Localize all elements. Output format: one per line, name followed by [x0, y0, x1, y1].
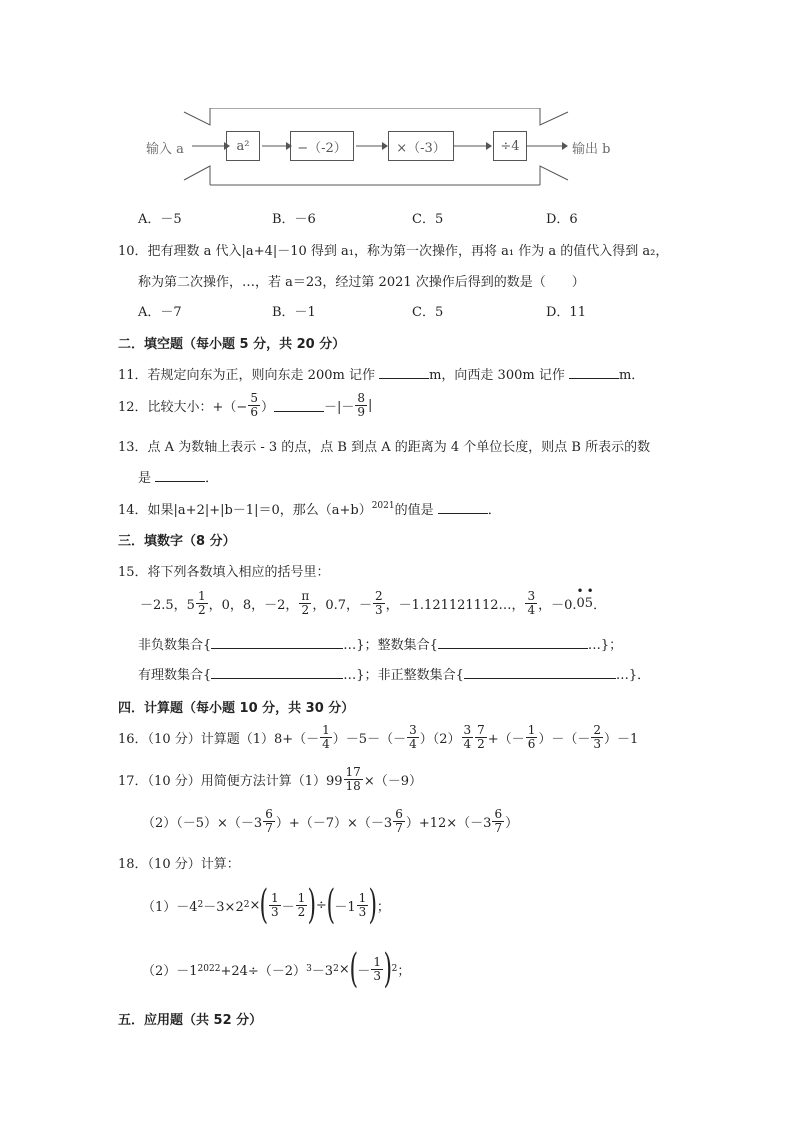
q18-part2 — [142, 944, 410, 994]
q18-part1-times: × — [249, 897, 261, 913]
q18-semicolon-1: ； — [376, 899, 390, 915]
q9-option-c: C．5 — [412, 212, 444, 227]
q13-line1: 13．点 A 为数轴上表示 - 3 的点，点 B 到点 A 的距离为 4 个单位长度，则点 B 所表示的数 — [118, 440, 651, 455]
q15-title: 15．将下列各数填入相应的括号里： — [118, 565, 330, 580]
section-heading-calculation: 四．计算题（每小题 10 分，共 30 分） — [118, 701, 355, 716]
q18-part1-text-b: －3×2 — [203, 899, 244, 915]
q15-text-b: ，0，8，－2， — [208, 598, 299, 613]
q11 — [118, 364, 644, 383]
q15-fraction-3: $\frac{3}{4}$ — [527, 589, 536, 617]
q17-part2-text-d: ） — [505, 816, 519, 831]
q14-text-c: ． — [487, 503, 501, 518]
q18-paren-close-3: ) — [383, 946, 393, 992]
q9-option-d: D．6 — [546, 212, 578, 227]
q15-set-integer-blank[interactable] — [438, 636, 588, 649]
q15-set-nonnegative-blank[interactable] — [211, 636, 343, 649]
q15-set-close-3: …}； — [343, 668, 378, 683]
q15-set-nonpositive-integer-blank[interactable] — [464, 666, 616, 679]
q15-text-a: －2.5，5 — [140, 598, 195, 613]
q13-text-b: ． — [205, 471, 219, 486]
q16-fraction-1: $\frac{1}{4}$ — [322, 723, 330, 751]
q12-text-e: | — [368, 398, 373, 413]
flowchart-frame — [140, 108, 620, 186]
q18-part1-text-a: （1）－4 — [142, 899, 198, 915]
section-heading-fill-numbers: 三．填数字（8 分） — [118, 534, 236, 549]
q17-fraction-3: $\frac{6}{7}$ — [395, 807, 403, 835]
q10-option-b: B．－1 — [272, 305, 316, 320]
q15-text-f: ． — [593, 598, 607, 613]
q14-exponent: 2021 — [371, 501, 395, 511]
flow-output-label: 输出 b — [572, 142, 611, 157]
q18-part2-exp-3: 2 — [333, 964, 339, 974]
q18-part2-text-b: +24÷（－2） — [220, 963, 307, 979]
q18-part1 — [142, 880, 390, 930]
q15-set-close-1: …}； — [343, 638, 378, 653]
q16-text-e: ）－（－ — [538, 732, 591, 747]
q13-text-a: 是 — [138, 471, 152, 486]
q10-option-a: A．－7 — [138, 305, 182, 320]
q16-text-b: ）－5－（－ — [332, 732, 407, 747]
q17-line2 — [142, 808, 518, 835]
q10-option-c: C．5 — [412, 305, 444, 320]
q16-fraction-5: $\frac{1}{6}$ — [527, 723, 536, 751]
q17-fraction-4: $\frac{6}{7}$ — [494, 807, 503, 835]
q13-line2 — [138, 467, 218, 486]
q18-fraction-1: $\frac{1}{3}$ — [270, 890, 279, 919]
q15-number-list — [140, 584, 607, 617]
q14-blank[interactable] — [438, 501, 488, 514]
flow-input-label: 输入 a — [146, 142, 184, 157]
q17-text-a: 17．（10 分）用简便方法计算（1）99 — [118, 774, 343, 789]
q15-fraction-pi: $\frac{\pi}{2}$ — [301, 589, 310, 617]
q18-part2-exp-1: 2022 — [197, 964, 221, 974]
q16-text-c: ）（2） — [419, 732, 461, 747]
q14 — [118, 499, 501, 518]
q15-text-c: ，0.7，－ — [312, 598, 372, 613]
q15-text-d: ，－1.121121112…， — [385, 598, 525, 613]
q12-fraction-2: $\frac{8}{9}$ — [357, 391, 366, 419]
q18-part2-neg: － — [357, 963, 371, 979]
q11-text-b: m，向西走 300m 记作 — [429, 368, 565, 383]
q18-paren-open-1: ( — [259, 882, 269, 928]
q13-blank[interactable] — [155, 469, 205, 482]
q16-text-d: +（－ — [487, 732, 525, 747]
q17-part2-text-b: ）+（－7）×（－3 — [275, 816, 393, 831]
q18-title: 18．（10 分）计算： — [118, 857, 240, 872]
q15-set-nonpositive-integer-label: 非正整数集合{ — [377, 668, 464, 683]
q16-fraction-3: $\frac{3}{4}$ — [463, 723, 472, 751]
q18-part1-exp-1: 2 — [197, 900, 204, 910]
q16-text-a: 16．（10 分）计算题（1）8+（－ — [118, 732, 320, 747]
q18-divide: ÷ — [315, 897, 327, 913]
q18-paren-open-2: ( — [326, 882, 335, 928]
q14-text-b: 的值是 — [394, 503, 434, 518]
q18-part2-text-c: －3 — [311, 963, 334, 979]
q18-semicolon-2: ； — [397, 963, 411, 979]
q9-option-b: B．－6 — [272, 212, 316, 227]
q12 — [118, 392, 372, 419]
q18-fraction-4: $\frac{1}{3}$ — [373, 954, 381, 983]
q11-text-c: m． — [618, 368, 645, 383]
q11-blank-2[interactable] — [569, 366, 619, 379]
q18-paren-open-3: ( — [349, 946, 358, 992]
q16-fraction-2: $\frac{3}{4}$ — [409, 723, 417, 751]
flow-step-multiply: ×（-3） — [388, 131, 454, 161]
q17-fraction-2: $\frac{6}{7}$ — [265, 807, 273, 835]
q18-part1-exp-2: 2 — [243, 900, 250, 910]
q9-option-a: A．－5 — [138, 212, 182, 227]
q10-line1: 10．把有理数 a 代入|a+4|－10 得到 a₁，称为第一次操作，再将 a₁ 作为 a 的值代入得到 a₂， — [118, 244, 669, 259]
q18-paren-close-1: ) — [307, 882, 317, 928]
flow-step-divide: ÷4 — [493, 131, 527, 161]
q14-text-a: 14．如果|a+2|+|b－1|＝0，那么（a+b） — [118, 503, 372, 518]
flow-step-subtract: −（-2） — [290, 131, 354, 161]
q18-fraction-2: $\frac{1}{2}$ — [297, 890, 306, 919]
q18-neg-one: －1 — [334, 899, 356, 915]
q16-text-f: ）－1 — [603, 732, 639, 747]
q10-line2: 称为第二次操作，…，若 a＝23，经过第 2021 次操作后得到的数是（ ） — [138, 275, 585, 290]
q15-fraction-1: $\frac{1}{2}$ — [197, 589, 206, 617]
q18-part2-exp-2: 3 — [306, 964, 312, 974]
q16 — [118, 724, 638, 751]
q18-part2-outer-exp: 2 — [391, 964, 398, 974]
q15-text-e: ，－0. — [538, 598, 577, 613]
q17-line1 — [118, 766, 422, 793]
q12-text-a: 12．比较大小：+（− — [118, 400, 248, 415]
q18-part2-times: × — [338, 961, 350, 977]
q11-text-a: 11．若规定向东为正，则向东走 200m 记作 — [118, 368, 375, 383]
flow-step-square: a² — [226, 131, 260, 161]
section-heading-application: 五．应用题（共 52 分） — [118, 1013, 263, 1028]
q12-text-b: ） — [260, 400, 274, 415]
q12-blank[interactable] — [274, 399, 324, 412]
q15-set-rational-blank[interactable] — [211, 666, 343, 679]
q15-set-close-2: …}； — [587, 638, 623, 653]
q10-option-d: D．11 — [546, 305, 586, 320]
q15-fraction-2: $\frac{2}{3}$ — [375, 589, 383, 617]
q18-paren-close-2: ) — [368, 882, 378, 928]
q15-set-row-1 — [138, 634, 622, 653]
q17-part2-text-c: ）+12×（－3 — [405, 816, 492, 831]
q15-set-nonnegative-label: 非负数集合{ — [138, 638, 212, 653]
q18-fraction-3: $\frac{1}{3}$ — [358, 890, 367, 919]
q17-fraction-1: $\frac{17}{18}$ — [345, 765, 361, 793]
q18-part2-text-a: （2）－1 — [142, 963, 198, 979]
q17-part2-text-a: （2）（－5）×（－3 — [142, 816, 263, 831]
q15-set-rational-label: 有理数集合{ — [138, 668, 212, 683]
q15-set-row-2 — [138, 664, 650, 683]
q11-blank-1[interactable] — [379, 366, 429, 379]
q16-fraction-6: $\frac{2}{3}$ — [593, 723, 601, 751]
q12-text-c: －|－ — [323, 400, 355, 415]
section-heading-fill-blank: 二．填空题（每小题 5 分，共 20 分） — [118, 337, 346, 352]
q18-minus: － — [281, 899, 295, 915]
q15-set-integer-label: 整数集合{ — [377, 638, 438, 653]
q15-repeating-decimal: •• 05 — [576, 584, 597, 611]
q12-fraction-1: $\frac{5}{6}$ — [250, 391, 258, 419]
q17-text-b: ×（－9） — [363, 774, 422, 789]
q15-set-close-4: …}． — [615, 668, 651, 683]
q16-fraction-4: $\frac{7}{2}$ — [477, 723, 485, 751]
